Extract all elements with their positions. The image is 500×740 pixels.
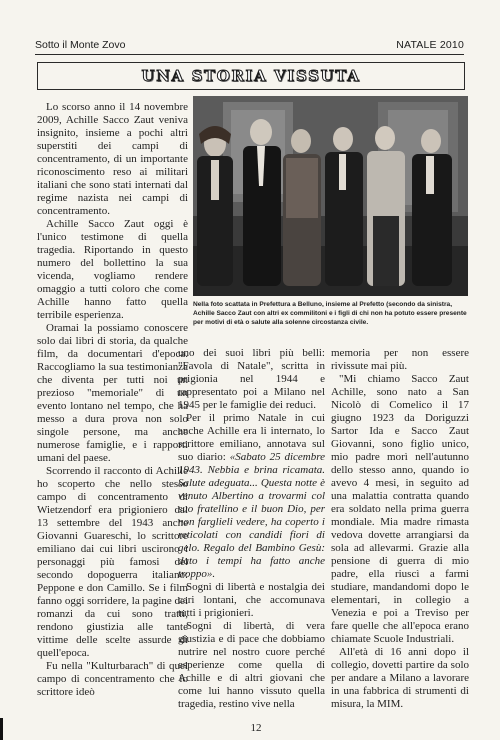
paragraph: uno dei suoi libri più belli: "Favola di Natale", scritta in prigionia nel 1944 e rappresentato poi a Milano nel 1945 per le famiglie dei reduci. bbox=[178, 347, 325, 411]
group-photo bbox=[193, 96, 468, 296]
article-title-box bbox=[37, 62, 465, 90]
paragraph: Oramai la possiamo conoscere solo dai libri di storia, da qualche film, da documentari d'epoca. Raccogliamo la sua testimonianza che diventa per tutti noi un prezioso "memoriale" di un evento lontano nel tempo, che ha messo a dura prova non solo singole persone, ma anche numerose famiglie, e i rapporti umani del paese. bbox=[37, 322, 188, 464]
diary-quote: «Sabato 25 dicembre 1943. Nebbia e brina ricamata. Salute adeguata... Questa notte è venuto Albertino a trovarmi col suo fratellino e il buon Dio, per non farglieli vedere, ha coperto i reticolati con candidi fiori di gelo. Regalo del Bambino Gesù: dato i tempi ha fatto anche troppo». bbox=[178, 451, 326, 580]
paragraph: Scorrendo il racconto di Achille ho scoperto che nello stesso campo di concentramento di Wietzendorf era prigioniero dal 13 settembre del 1943 anche Giovanni Guareschi, lo scrittore emiliano dai cui libri uscirono i personaggi più famosi del secondo dopoguerra italiano: Peppone e don Camillo. Se i film fanno oggi sorridere, la pagine dei romanzi da cui sono tratti, rendono giustizia alle tante vittime delle scelte assurde di quell'epoca. bbox=[37, 465, 188, 659]
scan-edge-mark bbox=[0, 718, 3, 740]
issue-label: NATALE 2010 bbox=[396, 39, 464, 51]
page-number: 12 bbox=[250, 722, 262, 734]
paragraph: All'età di 16 anni dopo il collegio, dovetti partire da solo per andare a Milano a lavorare in una fabbrica di strumenti di misura, la MIM. bbox=[331, 646, 469, 710]
paragraph: memoria per non essere rivissute mai più. bbox=[331, 347, 469, 372]
paragraph: Sogni di libertà e nostalgia dei cari lontani, che accomunava tutti i prigionieri. bbox=[178, 581, 325, 619]
text-column-3 bbox=[331, 347, 469, 711]
paragraph-with-quote bbox=[178, 412, 325, 581]
article-title: UNA STORIA VISSUTA bbox=[141, 67, 361, 85]
text-column-2 bbox=[178, 347, 325, 711]
paragraph: Fu nella "Kulturbarach" di quel campo di concentramento che lo scrittore ideò bbox=[37, 660, 188, 698]
photo-caption: Nella foto scattata in Prefettura a Belluno, insieme al Prefetto (secondo da sinistra, Achille Sacco Zaut con altri ex commilitoni e i figli di chi non ha potuto essere presente per motivi di età o salute alla solenne circostanza civile. bbox=[193, 301, 467, 326]
text-column-1 bbox=[37, 101, 188, 699]
newsletter-name: Sotto il Monte Zovo bbox=[35, 39, 126, 51]
page-header bbox=[35, 38, 464, 55]
group-photo-image bbox=[193, 96, 468, 296]
quote-intro: Per il primo Natale in cui anche Achille era li internato, lo scrittore emiliano, annotava sul suo diario: bbox=[178, 412, 325, 463]
paragraph: Achille Sacco Zaut oggi è l'unico testimone di quella tragedia. Riportando in questo numero del bollettino la sua vicenda, vogliamo rendere omaggio a tutti coloro che come Achille hanno fatto quella terribile esperienza. bbox=[37, 218, 188, 321]
paragraph: Lo scorso anno il 14 novembre 2009, Achille Sacco Zaut veniva insignito, insieme a pochi altri superstiti dei campi di concentramento, di un importante riconoscimento reso ai militari italiani che sono stati internati dal regime nazista nei campi di concentramento. bbox=[37, 101, 188, 217]
paragraph: Sogni di libertà, di vera giustizia e di pace che dobbiamo nutrire nel nostro cuore perché esperienze come quella di Achille e di altri giovani che come lui hanno vissuto quella tragedia, restino vive nella bbox=[178, 620, 325, 710]
paragraph: "Mi chiamo Sacco Zaut Achille, sono nato a San Nicolò di Comelico il 17 giugno 1923 da Doriguzzi Sartor Ida e Sacco Zaut Giovanni, sono figlio unico, mio padre morì nell'autunno dello stesso anno, quando io avevo 4 mesi, in seguito ad una malattia contratta quando era soldato nella prima guerra mondiale. Mia madre rimasta vedova dovette arrangiarsi da sola ad allevarmi. Grazie alla pensione di guerra di mio padre, ella riuscì a farmi studiare, mandandomi dopo le elementari, in collegio a Venezia e poi a Treviso per fare quelle che all'epoca erano chiamate Scuole Industriali. bbox=[331, 373, 469, 645]
